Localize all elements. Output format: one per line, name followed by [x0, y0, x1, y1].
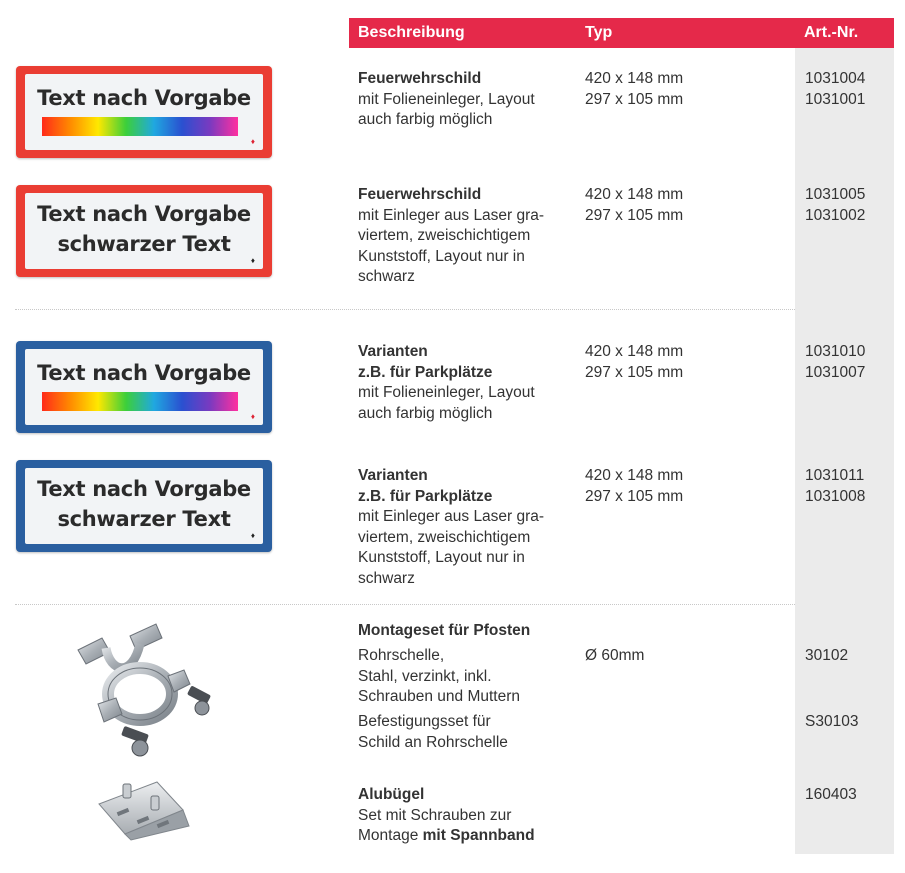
product-desc-secondary: Befestigungsset für [358, 713, 491, 730]
product-desc-bold: mit Spannband [422, 827, 535, 844]
article-number: 1031001 [805, 90, 866, 108]
rainbow-strip [42, 117, 238, 136]
product-desc: mit Einleger aus Laser gra- [358, 206, 545, 224]
table-header [349, 18, 894, 48]
product-subtitle: z.B. für Parkplätze [358, 363, 493, 381]
section-divider [15, 309, 795, 310]
product-title: Alubügel [358, 786, 425, 803]
article-number: 1031004 [805, 70, 866, 87]
product-desc: Rohrschelle, [358, 647, 445, 664]
flame-icon: ♦ [250, 137, 255, 146]
product-title: Feuerwehrschild [358, 70, 482, 87]
article-number: 1031002 [805, 206, 866, 224]
sign-text-line1: Text nach Vorgabe [37, 477, 251, 501]
article-number: 1031010 [805, 343, 866, 360]
product-desc: viertem, zweischichtigem [358, 227, 531, 244]
sign-text-line1: Text nach Vorgabe [37, 86, 251, 110]
flame-icon: ♦ [250, 531, 255, 540]
product-desc: auch farbig möglich [358, 404, 493, 422]
product-desc: Kunststoff, Layout nur in [358, 549, 525, 566]
article-number: 1031008 [805, 487, 866, 505]
article-column-background [795, 48, 894, 854]
product-title: Feuerwehrschild [358, 186, 482, 203]
article-number: 30102 [805, 647, 849, 664]
product-desc-prefix: Montage [358, 827, 423, 844]
product-desc-secondary: Schild an Rohrschelle [358, 733, 508, 751]
header-article-number: Art.-Nr. [804, 24, 859, 41]
header-type: Typ [585, 24, 613, 41]
product-type: 420 x 148 mm [585, 186, 684, 203]
product-type: Ø 60mm [585, 647, 645, 664]
product-desc: schwarz [358, 569, 415, 587]
product-title: Montageset für Pfosten [358, 622, 531, 639]
article-number: 1031011 [805, 467, 865, 484]
product-type: 420 x 148 mm [585, 467, 684, 484]
sign-image-red-black [16, 185, 272, 277]
product-type: 420 x 148 mm [585, 70, 684, 87]
article-number: S30103 [805, 713, 859, 730]
product-desc: mit Einleger aus Laser gra- [358, 508, 545, 525]
article-number: 160403 [805, 786, 857, 803]
sign-text-line2: schwarzer Text [57, 507, 231, 531]
product-desc: mit Folieneinleger, Layout [358, 384, 535, 401]
rainbow-strip [42, 392, 238, 411]
product-desc: Kunststoff, Layout nur in [358, 247, 525, 265]
sign-text-line1: Text nach Vorgabe [37, 361, 251, 385]
product-title: Varianten [358, 467, 428, 484]
section-divider [15, 604, 795, 605]
product-type: 297 x 105 mm [585, 363, 684, 381]
flame-icon: ♦ [250, 256, 255, 265]
sign-image-red-color [16, 66, 272, 158]
product-desc: Stahl, verzinkt, inkl. [358, 667, 492, 685]
alu-bracket-image [95, 776, 195, 842]
sign-text-line1: Text nach Vorgabe [37, 202, 251, 226]
product-type: 297 x 105 mm [585, 487, 684, 505]
product-desc: Schrauben und Muttern [358, 688, 520, 705]
product-desc: Set mit Schrauben zur [358, 806, 512, 824]
product-subtitle: z.B. für Parkplätze [358, 487, 493, 505]
product-desc: viertem, zweischichtigem [358, 528, 531, 546]
article-number: 1031007 [805, 363, 866, 381]
product-title: Varianten [358, 343, 428, 360]
pipe-clamp-image [70, 618, 220, 760]
product-type: 297 x 105 mm [585, 90, 684, 108]
product-desc-last [358, 826, 535, 847]
product-type: 297 x 105 mm [585, 206, 684, 224]
product-desc: mit Folieneinleger, Layout [358, 90, 535, 108]
product-desc: schwarz [358, 268, 415, 285]
product-desc: auch farbig möglich [358, 111, 493, 128]
article-number: 1031005 [805, 186, 866, 203]
sign-image-blue-color [16, 341, 272, 433]
header-description: Beschreibung [358, 24, 465, 41]
sign-image-blue-black [16, 460, 272, 552]
sign-text-line2: schwarzer Text [57, 232, 231, 256]
product-type: 420 x 148 mm [585, 343, 684, 360]
flame-icon: ♦ [250, 412, 255, 421]
